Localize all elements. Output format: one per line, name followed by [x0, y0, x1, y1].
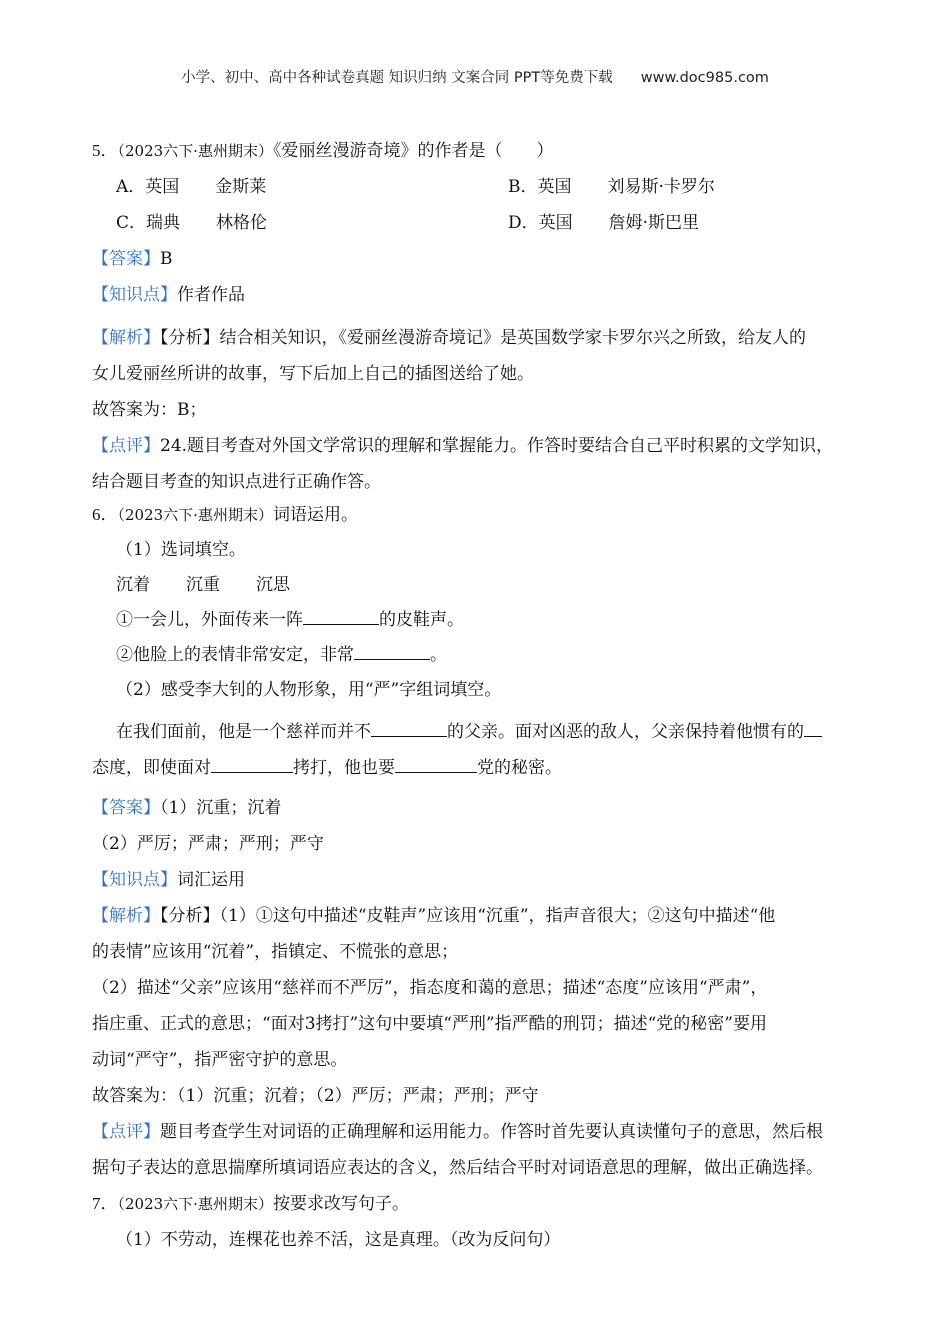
q5-option-d: D．英国 詹姆·斯巴里: [508, 213, 700, 233]
fill-blank[interactable]: [395, 758, 477, 773]
q5-final-answer: 故答案为：B；: [92, 400, 207, 420]
fill-blank[interactable]: [303, 610, 379, 625]
q6-sentence-1: ①一会儿，外面传来一阵 的皮鞋声。: [116, 610, 464, 630]
q6-word-bank: 沉着 沉重 沉思: [116, 575, 290, 595]
q5-stem: 5．（2023六下·惠州期末）《爱丽丝漫游奇境》的作者是（ ）: [92, 141, 554, 161]
q6-answer: 【答案】（1）沉重；沉着 （2）严厉；严肃；严刑；严守: [92, 798, 324, 854]
q5-options-row1: [92, 176, 872, 198]
q6-analysis: 【解析】【分析】（1）①这句中描述“皮鞋声”应该用“沉重”，指声音很大；②这句中描述“他 的表情”应该用“沉着”，指镇定、不慌张的意思； （2）描述“父亲”应该用“慈祥而不严厉”，指态度和蔼的意思；描述“态度”应该用“严肃”， 指庄重、正式的意思；“面对3拷打”这句中要填“严刑”指严酷的刑罚；描述“党的秘密”要用 动词“严守”，指严密守护的意思。: [92, 906, 776, 1070]
q5-option-c: C．瑞典 林格伦: [116, 213, 268, 233]
q6-comment: 【点评】题目考查学生对词语的正确理解和运用能力。作答时首先要认真读懂句子的意思，然后根 据句子表达的意思揣摩所填词语应表达的含义，然后结合平时对词语意思的理解，做出正确选择。: [92, 1122, 823, 1178]
q6-stem: 6．（2023六下·惠州期末）词语运用。: [92, 505, 358, 525]
fill-blank[interactable]: [354, 645, 430, 660]
q6-part2-title: （2）感受李大钊的人物形象，用“严”字组词填空。: [116, 680, 502, 700]
q5-source: （2023六下·惠州期末）: [117, 142, 273, 160]
q5-options-row2: [92, 212, 872, 234]
fill-blank[interactable]: [371, 722, 447, 737]
q7-stem: 7．（2023六下·惠州期末）按要求改写句子。: [92, 1194, 409, 1214]
header-text: 小学、初中、高中各种试卷真题 知识归纳 文案合同 PPT等免费下载: [181, 70, 613, 86]
q6-sentence-2: ②他脸上的表情非常安定，非常 。: [116, 645, 447, 665]
fill-blank[interactable]: [211, 758, 293, 773]
q7-part1: （1）不劳动，连棵花也养不活，这是真理。（改为反问句）: [116, 1230, 561, 1250]
q5-option-a: A．英国 金斯莱: [116, 177, 267, 197]
header-site-link[interactable]: www.doc985.com: [640, 70, 769, 86]
q6-knowledge: 【知识点】词汇运用: [92, 870, 245, 890]
q6-part1-title: （1）选词填空。: [116, 540, 246, 560]
fill-blank[interactable]: [804, 722, 822, 737]
q5-knowledge: 【知识点】作者作品: [92, 285, 245, 305]
q6-paragraph: 在我们面前，他是一个慈祥而并不 的父亲。面对凶恶的敌人，父亲保持着他惯有的 态度，即使面对 拷打，他也要 党的秘密。: [92, 714, 872, 786]
document-body: [92, 140, 872, 1258]
q5-question: 《爱丽丝漫游奇境》的作者是（ ）: [272, 141, 554, 161]
page-header: [0, 66, 950, 87]
q5-option-b: B．英国 刘易斯·卡罗尔: [508, 177, 715, 197]
q5-comment: 【点评】24.题目考查对外国文学常识的理解和掌握能力。作答时要结合自己平时积累的文学知识， 结合题目考查的知识点进行正确作答。: [92, 436, 834, 492]
q6-final-answer: 故答案为：（1）沉重；沉着；（2）严厉；严肃；严刑；严守: [92, 1086, 539, 1106]
q5-answer: 【答案】B: [92, 249, 173, 269]
q5-analysis: 【解析】【分析】结合相关知识，《爱丽丝漫游奇境记》是英国数学家卡罗尔兴之所致，给友人的 女儿爱丽丝所讲的故事，写下后加上自己的插图送给了她。: [92, 328, 806, 384]
